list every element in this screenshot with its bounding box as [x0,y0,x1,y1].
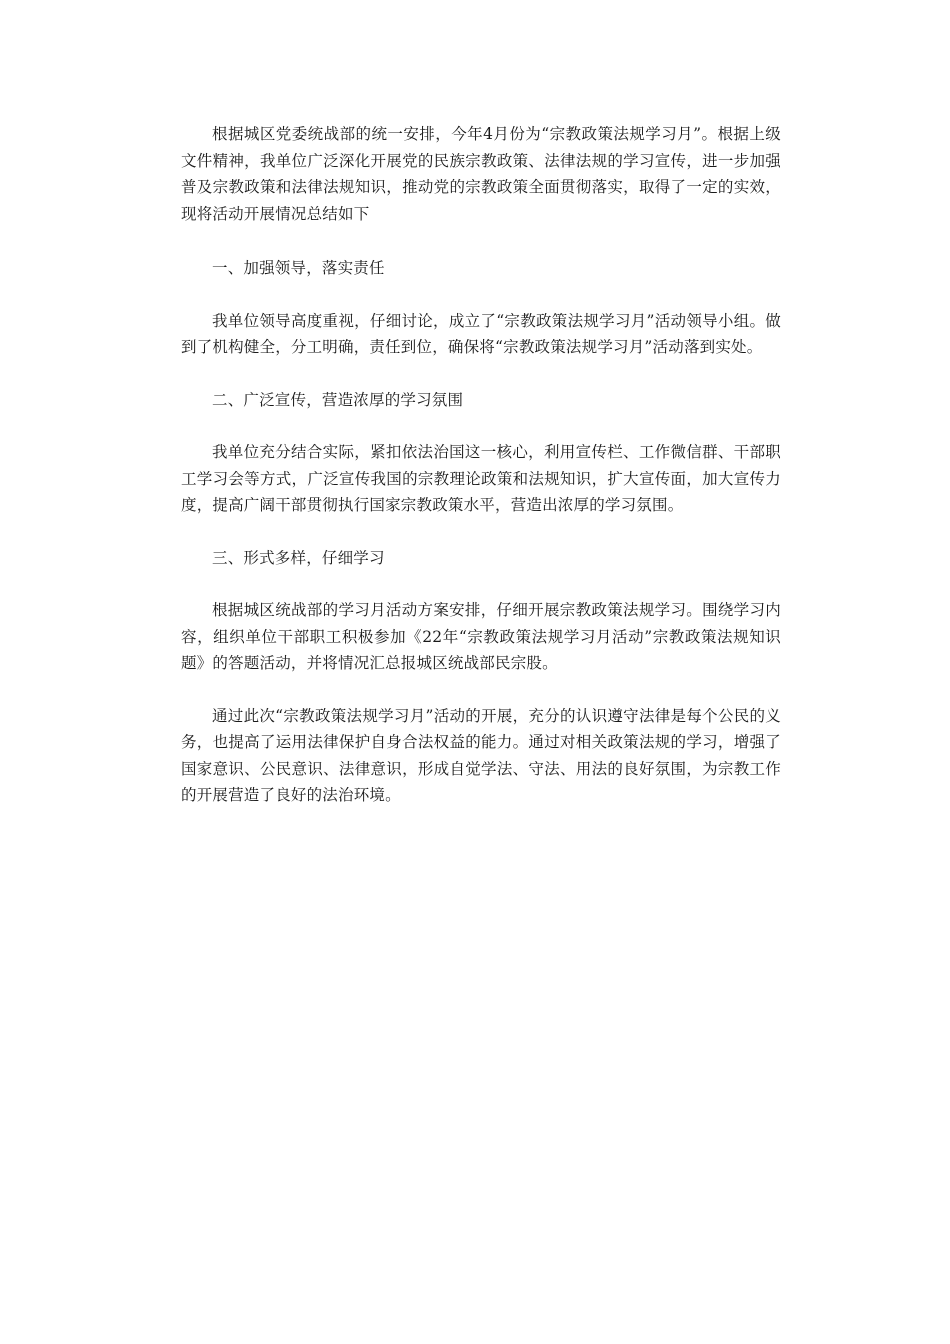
section-heading-2: 二、广泛宣传，营造浓厚的学习氛围 [212,390,464,409]
spacer [181,677,781,703]
spacer [181,282,781,308]
spacer [181,413,781,439]
spacer [181,571,781,597]
section-paragraph-2: 我单位充分结合实际，紧扣依法治国这一核心，利用宣传栏、工作微信群、干部职工学习会等方式，广泛宣传我国的宗教理论政策和法规知识，扩大宣传面，加大宣传力度，提高广阔干部贯彻执行国家宗教政策水平，营造出浓厚的学习氛围。 [181,443,781,514]
document-body [181,121,781,809]
section-heading-3: 三、形式多样，仔细学习 [212,548,385,567]
section-paragraph-3: 根据城区统战部的学习月活动方案安排，仔细开展宗教政策法规学习。围绕学习内容，组织单位干部职工积极参加《22年“宗教政策法规学习月活动”宗教政策法规知识题》的答题活动，并将情况汇总报城区统战部民宗股。 [181,601,781,672]
spacer [181,227,781,255]
spacer [181,519,781,545]
section-heading-1: 一、加强领导，落实责任 [212,259,385,277]
spacer [181,361,781,387]
intro-paragraph: 根据城区党委统战部的统一安排，今年4月份为“宗教政策法规学习月”。根据上级文件精神，我单位广泛深化开展党的民族宗教政策、法律法规的学习宣传，进一步加强普及宗教政策和法律法规知识，推动党的宗教政策全面贯彻落实，取得了一定的实效，现将活动开展情况总结如下 [181,125,781,223]
conclusion-paragraph: 通过此次“宗教政策法规学习月”活动的开展，充分的认识遵守法律是每个公民的义务，也提高了运用法律保护自身合法权益的能力。通过对相关政策法规的学习，增强了国家意识、公民意识、法律意识，形成自觉学法、守法、用法的良好氛围，为宗教工作的开展营造了良好的法治环境。 [181,706,781,804]
section-paragraph-1: 我单位领导高度重视，仔细讨论，成立了“宗教政策法规学习月”活动领导小组。做到了机构健全，分工明确，责任到位，确保将“宗教政策法规学习月”活动落到实处。 [181,311,781,356]
